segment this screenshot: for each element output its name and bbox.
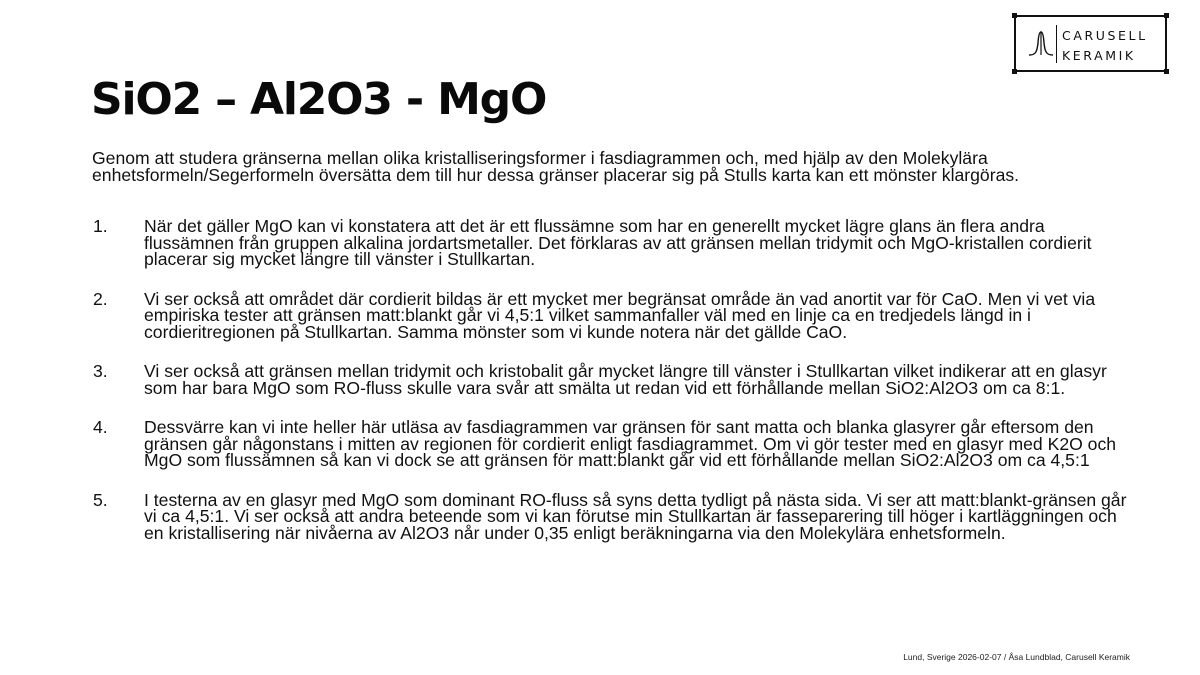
list-item-text: I testerna av en glasyr med MgO som dominant RO-fluss så syns detta tydligt på nästa sida. Vi ser att matt:blankt-gränsen går vi ca 4,5:1. Vi ser också att andra beteende som vi kan förutse min Stullkartan är fasseparering till höger i kartläggningen och en kristallisering när nivåerna av Al2O3 når under 0,35 enligt beräkningarna via den Molekylära enhetsformeln.	[144, 489, 1127, 543]
list-item	[92, 363, 1132, 396]
list-item-number: 1.	[93, 216, 108, 236]
footer-credit: Lund, Sverige 2026-02-07 / Åsa Lundblad, Carusell Keramik	[903, 652, 1130, 662]
logo-corner-bottom-left	[1012, 69, 1017, 74]
carousel-mark-icon	[1026, 25, 1057, 63]
list-item-text: När det gäller MgO kan vi konstatera att det är ett flussämne som har en generellt mycket lägre glans än flera andra flussämnen från gruppen alkalina jordartsmetaller. Det förklaras av att gränsen mellan tridymit och MgO-kristallen cordierit placerar sig mycket längre till vänster i Stullkartan.	[144, 216, 1092, 269]
list-item-number: 4.	[93, 417, 108, 437]
list-item	[92, 489, 1132, 543]
list-item-text: Vi ser också att gränsen mellan tridymit och kristobalit går mycket längre till vänster i Stullkartan vilket indikerar att en glasyr som har bara MgO som RO-fluss skulle vara svår att smälta ut redan vid ett förhållande mellan SiO2:Al2O3 om ca 8:1.	[144, 361, 1107, 398]
list-item	[92, 288, 1132, 342]
brand-logo	[1014, 15, 1167, 72]
list-item-text: Dessvärre kan vi inte heller här utläsa av fasdiagrammen var gränsen för sant matta och blanka glasyrer går eftersom den gränsen går någonstans i mitten av regionen för cordierit enligt fasdiagrammet. Om vi gör tester med en glasyr med K2O och MgO som flussämnen så kan vi dock se att gränsen för matt:blankt går vid ett förhållande mellan SiO2:Al2O3 om ca 4,5:1	[144, 417, 1117, 470]
page-title: SiO2 – Al2O3 - MgO	[91, 74, 547, 125]
intro-paragraph: Genom att studera gränserna mellan olika kristalliseringsformer i fasdiagrammen och, med hjälp av den Molekylära enhetsformeln/Segerformeln översätta dem till hur dessa gränser placerar sig på Stulls karta kan ett mönster klargöras.	[92, 148, 1020, 185]
logo-line-2: KERAMIK	[1062, 48, 1136, 63]
numbered-list	[92, 218, 1132, 564]
logo-text	[1062, 26, 1162, 66]
logo-corner-bottom-right	[1164, 69, 1169, 74]
logo-corner-top-right	[1164, 13, 1169, 18]
list-item-number: 5.	[93, 489, 108, 510]
list-item	[92, 218, 1132, 268]
logo-line-1: CARUSELL	[1062, 28, 1148, 43]
list-item	[92, 419, 1132, 469]
list-item-number: 2.	[93, 288, 108, 309]
list-item-text: Vi ser också att området där cordierit bildas är ett mycket mer begränsat område än vad anortit var för CaO. Men vi vet via empiriska tester att gränsen matt:blankt går vi 4,5:1 vilket sammanfaller väl med en linje ca en tredjedels längd in i cordieritregionen på Stullkartan. Samma mönster som vi kunde notera när det gällde CaO.	[144, 288, 1096, 342]
list-item-number: 3.	[93, 361, 108, 381]
logo-corner-top-left	[1012, 13, 1017, 18]
